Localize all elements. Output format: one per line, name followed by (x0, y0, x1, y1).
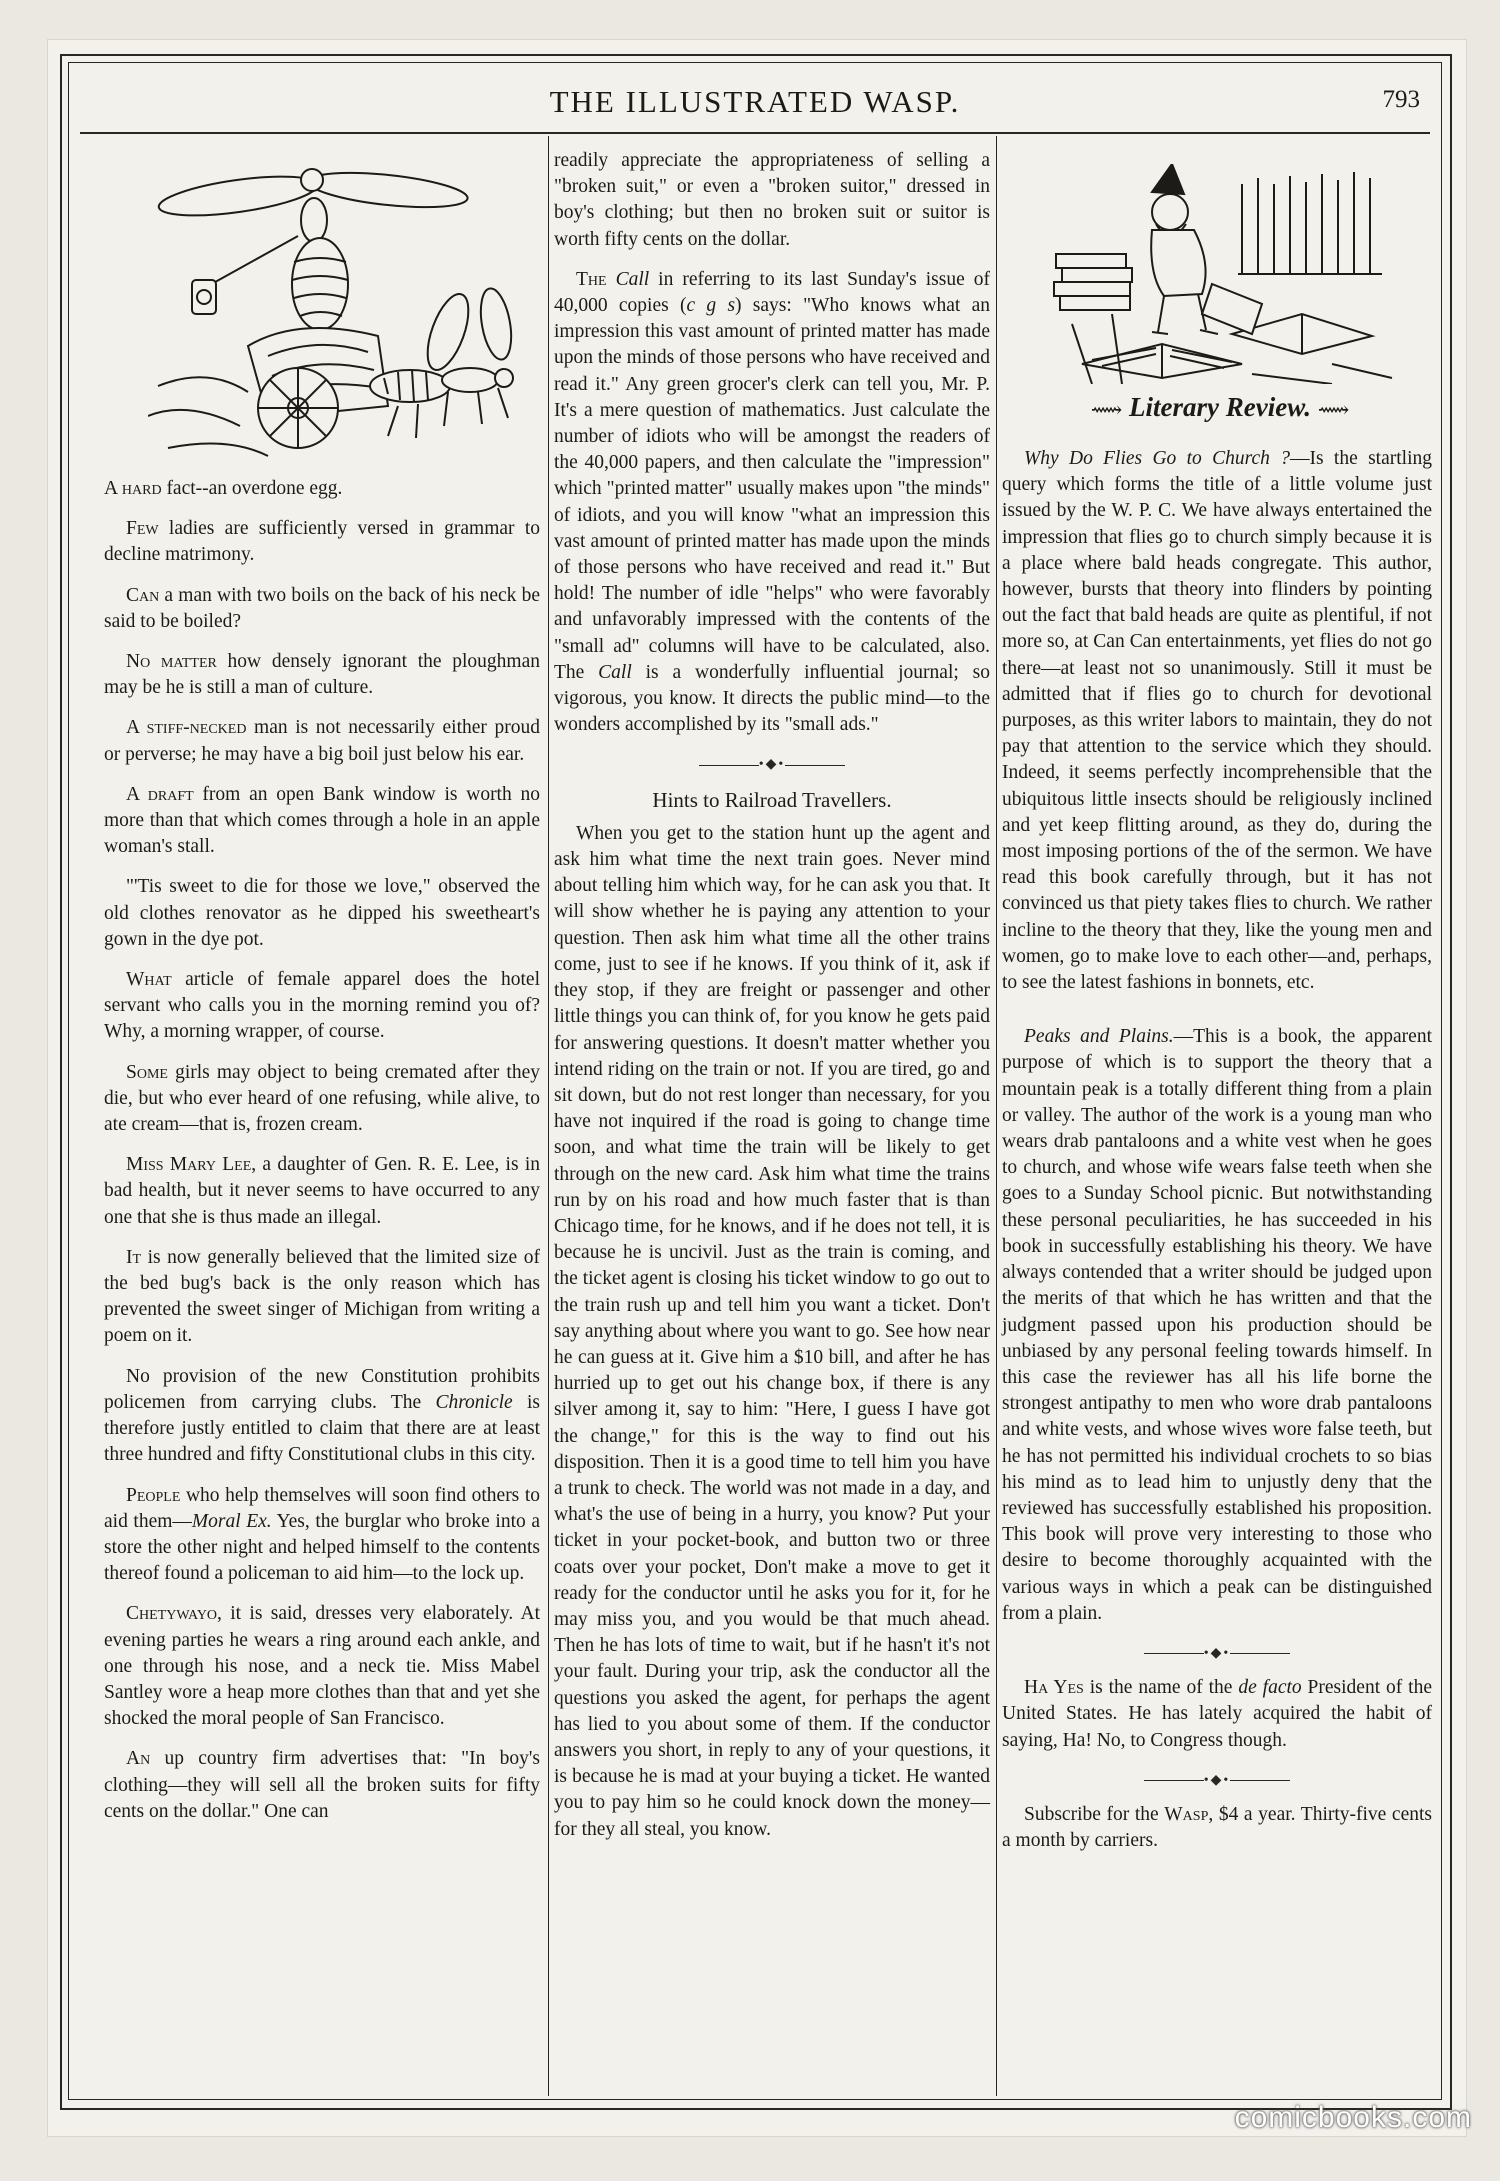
paragraph (104, 1746, 540, 1825)
paragraph (104, 1060, 540, 1139)
literary-review-heading (1020, 392, 1420, 432)
paragraph (1002, 1024, 1432, 1627)
wasp-chariot-illustration (148, 156, 538, 466)
lead-in: People (126, 1484, 181, 1506)
paragraph: When you get to the station hunt up the agent and ask him what time the next train goes. Never mind about telling him which way, for he can ask you that. It will show whether he is paying any attention to your question. Then ask him what time all the other trains come, just to see if he knows. If you think of it, ask if they stop, if they are freight or passenger and other little things you can think of, for you know he gets paid for answering questions. It doesn't matter whether you intend riding on the train or not. If you are tired, go and sit down, but do not rest longer than necessary, for you have not inquired if the road is going to change time soon, and what time the train will be likely to get through on the new card. Ask him what time the trains run by on his road and how much faster that is than Chicago time, for he knows, and if he does not tell, it is because he is uncivil. Just as the train is coming, and the ticket agent is closing his ticket window to go out to the train rush up and tell him you want a ticket. Don't say anything about where you want to go. See how near he can guess at it. Give him a $10 bill, and after he has hurried up to get out his change box, if there is any silver among it, say to him: "Here, I guess I have got the change," for this is the way to find out his disposition. Then it is a good time to tell him you have a trunk to check. The world was not made in a day, and what's the use of being in a hurry, you know? Put your ticket in your pocket-book, and button two or three coats over your pocket, Don't make a move to get it ready for the conductor until he asks you for it, for he may miss you, and you would be that much ahead. Then he has lots of time to wait, but if he hasn't it's not your fault. During your trip, ask the conductor all the questions you asked the agent, for perhaps the agent has lied to you about some of them. If the conductor answers you short, in reply to any of your questions, it is because he is mad at your buying a ticket. He wanted you to pay him so he could knock down the money—for they all steal, you know. (554, 822, 990, 1840)
paragraph-text: ladies are sufficiently versed in grammar to decline matrimony. (104, 518, 540, 566)
lead-in: A draft (126, 783, 194, 805)
paragraph (104, 1245, 540, 1350)
book-title: Peaks and Plains. (1024, 1026, 1174, 1048)
lead-in: Some (126, 1061, 168, 1083)
paragraph (104, 1152, 540, 1231)
paragraph-text: Subscribe for the (1024, 1803, 1165, 1825)
paragraph-text: from an open Bank window is worth no more than that which comes through a hole in an apple woman's stall. (104, 783, 540, 858)
paragraph-text: Yes, the burglar who broke into a store the other night and helped himself to the contents thereof found a policeman to aid him—to the lock up. (104, 1510, 540, 1585)
lead-in: A hard (104, 478, 162, 499)
paragraph-text: is the name of the (1083, 1677, 1239, 1699)
section-title-literary: Literary Review. (1129, 392, 1311, 422)
paragraph (554, 267, 990, 739)
paragraph (104, 1601, 540, 1732)
paragraph-text: is therefore justly entitled to claim that there are at least three hundred and fifty Constitutional clubs in this city. (104, 1391, 540, 1466)
paragraph (104, 782, 540, 861)
paragraph (104, 1483, 540, 1588)
lead-in: An (126, 1748, 151, 1770)
paragraph (104, 476, 540, 502)
flourish-left: ⟿ (1090, 396, 1123, 422)
header-rule (80, 132, 1430, 134)
lead-in: Ha Yes (1024, 1677, 1084, 1699)
column-left (104, 476, 540, 1839)
page-number: 793 (1382, 86, 1420, 113)
column-divider-2 (996, 136, 997, 2096)
column-right (1002, 446, 1432, 1868)
paragraph-text: in referring to its last Sunday's issue of 40,000 copies ( (554, 268, 991, 317)
italic-text: Call (598, 661, 632, 683)
ornamental-divider: •◆• (554, 752, 990, 778)
lead-in: Miss Mary Lee (126, 1154, 252, 1176)
paragraph-text: No provision of the new Constitution prohibits policemen from carrying clubs. The (104, 1365, 540, 1413)
paragraph-text: is a wonderfully influential journal; so vigorous, you know. It directs the public mind—to the wonders accomplished by its "small ads." (554, 661, 990, 736)
paragraph-text: —Is the startling query which forms the title of a little volume just issued by the W. P. C. We have always entertained the impression that flies go to church simply because it is a place where bald heads congregate. This author, however, bursts that theory into flinders by pointing out the fact that bald heads are quite as plentiful, if not more so, at Can Can entertainments, yet flies do not go there—at least not so unanimously. Still it must be admitted that if flies go to church for devotional purposes, as this writer labors to maintain, they do not pay that attention to the service which they should. Indeed, it seems perfectly incomprehensible that the ubiquitous little insects should be religiously inclined and yet keep flitting around, as they do, during the most imposing portions of the of the sermon. We have read this book carefully through, but it has not convinced us that piety takes flies to church. We rather incline to the theory that they, like the young men and women, go to make love to each other—and, perhaps, to see the latest fashions in bonnets, etc. (1002, 448, 1432, 994)
paragraph: readily appreciate the appropriateness of selling a "broken suit," or even a "broken suitor," dressed in boy's clothing; but then no broken suit or suitor is worth fifty cents on the dollar. (554, 150, 990, 250)
lead-in: What (126, 969, 172, 991)
paragraph-text: , a daughter of Gen. R. E. Lee, is in bad health, but it never seems to have occurred to any one that she is thus made an illegal. (104, 1154, 541, 1228)
ornamental-divider: •◆• (1002, 1641, 1432, 1667)
paragraph-text: fact--an overdone egg. (161, 478, 343, 499)
paragraph-text: —This is a book, the apparent purpose of which is to support the theory that a mountain peak is a totally different thing from a plain or valley. The author of the work is a young man who wears drab pantaloons and a white vest when he goes to church, and whose wife wears false teeth when she goes to a Sunday School picnic. But notwithstanding these personal peculiarities, he has succeeded in his book in successfully establishing his theory. We have always contended that a writer should be judged upon the merits of that which he has written and that the judgment passed upon his production should be unbiased by any personal feeling towards himself. In this case the reviewer has all his life borne the strongest antipathy to men who wore drab pantaloons and white vests, and whose wives wore false teeth, but he has not permitted his individual crochets to so bias his mind as to lead him to unjustly deny that the reviewed has successfully established his proposition. This book will prove very interesting to those who desire to become thoroughly acquainted with the various ways in which a peak can be distinguished from a plain. (1002, 1026, 1433, 1624)
ornamental-divider: •◆• (1002, 1768, 1432, 1794)
paragraph (104, 967, 540, 1046)
paragraph-text: girls may object to being cremated after they die, but who ever heard of one refusing, while alive, to ate cream—that is, frozen cream. (104, 1061, 540, 1136)
paragraph-text: , $4 a year. Thirty-five cents a month by carriers. (1002, 1803, 1432, 1852)
italic-text: c g s (686, 295, 736, 317)
gnome-reading-books-illustration (1052, 164, 1400, 384)
small-caps-text: Wasp (1164, 1803, 1209, 1825)
lead-in: Can (126, 584, 160, 606)
paragraph (1002, 1675, 1432, 1754)
paragraph: "'Tis sweet to die for those we love," observed the old clothes renovator as he dipped his sweetheart's gown in the dye pot. (104, 876, 540, 950)
paragraph (1002, 1802, 1432, 1854)
italic-text: Moral Ex. (191, 1510, 272, 1532)
column-middle (554, 148, 990, 1857)
lead-in: It (126, 1246, 142, 1268)
lead-in: No matter (126, 651, 217, 673)
newspaper-title: THE ILLUSTRATED WASP. (549, 84, 961, 119)
paragraph-text: up country firm advertises that: "In boy's clothing—they will sell all the broken suits for fifty cents on the dollar." One can (104, 1748, 540, 1822)
masthead (80, 84, 1430, 124)
paragraph (104, 1364, 540, 1469)
paragraph-text: who help themselves will soon find others to aid them— (104, 1484, 540, 1532)
paragraph-text: is now generally believed that the limited size of the bed bug's back is the only reason which has prevented the sweet singer of Michigan from writing a poem on it. (104, 1246, 540, 1347)
watermark: comicbooks.com (1234, 2101, 1472, 2134)
paragraph (104, 649, 540, 701)
lead-in: Chetywayo (126, 1603, 218, 1625)
paragraph-text: how densely ignorant the ploughman may be he is still a man of culture. (104, 651, 540, 699)
lead-in: Few (126, 518, 159, 540)
paragraph (104, 715, 540, 767)
paragraph (1002, 446, 1432, 996)
italic-text: de facto (1238, 1677, 1302, 1699)
column-divider-1 (548, 136, 549, 2096)
paragraph (104, 516, 540, 568)
flourish-right: ⟿ (1317, 396, 1350, 422)
paragraph-text: a man with two boils on the back of his neck be said to be boiled? (104, 584, 540, 632)
italic-text: Chronicle (435, 1391, 513, 1413)
paragraph-text: man is not necessarily either proud or perverse; he may have a big boil just below his ear. (104, 717, 540, 765)
book-title: Why Do Flies Go to Church ? (1024, 448, 1291, 469)
paragraph-text: President of the United States. He has lately acquired the habit of saying, Ha! No, to Congress though. (1002, 1677, 1433, 1751)
paragraph-text: ) says: "Who knows what an impression this vast amount of printed matter has made upon the minds of those persons who have received and read it." Any green grocer's clerk can tell you, Mr. P. It's a mere question of mathematics. Just calculate the number of idiots who will be amongst the readers of the 40,000 papers, and then calculate the "impression" which "printed matter" usually makes upon "the minds" of idiots, and you will know "what an impression this vast amount of printed matter has made upon the minds of those persons who have received and read it." But hold! The number of idle "helps" who were favorably and unfavorably impressed with the contents of the "small ad" columns will have to be calculated, also. The (554, 295, 990, 683)
paragraph (104, 583, 540, 635)
lead-in: The (576, 268, 607, 290)
paragraph-text: article of female apparel does the hotel servant who calls you in the morning remind you of? Why, a morning wrapper, of course. (104, 969, 540, 1043)
paragraph-text: , it is said, dresses very elaborately. At evening parties he wears a ring around each ankle, and one through his nose, and a neck tie. Miss Mabel Santley wore a heap more clothes than that and yet she shocked the moral people of San Francisco. (104, 1603, 540, 1730)
section-title-railroad: Hints to Railroad Travellers. (652, 787, 892, 812)
italic-text: Call (615, 268, 650, 290)
lead-in: A stiff-necked (126, 717, 247, 739)
